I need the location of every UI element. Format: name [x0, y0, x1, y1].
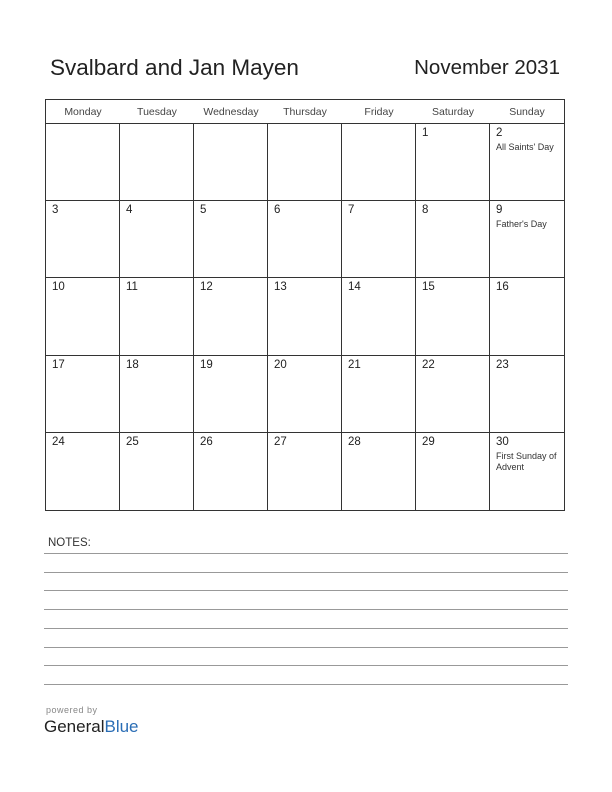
day-cell	[342, 201, 416, 278]
day-cell	[120, 201, 194, 278]
country-title: Svalbard and Jan Mayen	[50, 55, 299, 80]
month-year-title: November 2031	[414, 56, 560, 79]
note-line	[44, 647, 568, 648]
day-number: 25	[126, 435, 139, 448]
day-cell	[416, 278, 490, 355]
day-cell	[416, 124, 490, 201]
day-number: 16	[496, 281, 509, 294]
holiday-label: First Sunday of Advent	[496, 450, 557, 472]
note-line	[44, 684, 568, 685]
day-number: 21	[348, 358, 361, 371]
weekday-label: Monday	[64, 106, 102, 118]
day-number: 14	[348, 281, 361, 294]
day-number: 23	[496, 358, 509, 371]
day-cell	[268, 278, 342, 355]
day-number: 2	[496, 127, 503, 139]
weekday-label: Thursday	[283, 106, 327, 118]
weekday-label: Tuesday	[137, 106, 177, 118]
day-number: 3	[52, 204, 59, 217]
note-line	[44, 609, 568, 610]
brand-name-part2: Blue	[104, 717, 139, 736]
day-number: 8	[422, 204, 429, 217]
day-number: 22	[422, 358, 435, 371]
day-number: 5	[200, 204, 207, 217]
day-number: 28	[348, 435, 361, 448]
day-cell	[490, 201, 564, 278]
note-line	[44, 553, 568, 554]
calendar-grid	[45, 99, 565, 511]
calendar-body	[46, 124, 564, 510]
day-number: 26	[200, 435, 213, 448]
note-line	[44, 590, 568, 591]
day-number: 29	[422, 435, 435, 448]
brand-name-part1: General	[44, 717, 105, 736]
day-cell	[268, 433, 342, 510]
day-number: 30	[496, 435, 509, 448]
day-number: 9	[496, 204, 503, 217]
note-line	[44, 665, 568, 666]
day-cell	[46, 124, 120, 201]
day-number: 11	[126, 281, 138, 294]
day-cell	[342, 278, 416, 355]
day-number: 17	[52, 358, 65, 371]
day-cell	[342, 356, 416, 433]
day-number: 20	[274, 358, 287, 371]
day-cell	[490, 433, 564, 510]
day-number: 1	[422, 127, 429, 139]
note-line	[44, 628, 568, 629]
holiday-label: All Saints' Day	[496, 142, 554, 152]
day-number: 24	[52, 435, 65, 448]
day-number: 13	[274, 281, 287, 294]
day-cell	[342, 433, 416, 510]
weekday-label: Saturday	[431, 106, 475, 118]
weekday-header	[46, 100, 564, 124]
day-cell	[416, 201, 490, 278]
day-cell	[194, 201, 268, 278]
day-cell	[120, 278, 194, 355]
day-cell	[490, 124, 564, 201]
weekday-label: Sunday	[509, 106, 545, 118]
day-cell	[46, 278, 120, 355]
day-cell	[490, 278, 564, 355]
notes-label: NOTES:	[48, 537, 91, 549]
day-cell	[490, 356, 564, 433]
day-cell	[268, 201, 342, 278]
day-cell	[268, 124, 342, 201]
holiday-label: Father's Day	[496, 219, 547, 230]
weekday-label: Friday	[364, 106, 394, 118]
day-number: 15	[422, 281, 435, 294]
day-number: 19	[200, 358, 213, 371]
powered-by-text: powered by	[46, 705, 98, 715]
day-cell	[46, 201, 120, 278]
day-number: 12	[200, 281, 213, 294]
day-number: 7	[348, 204, 355, 217]
day-number: 10	[52, 281, 65, 294]
day-cell	[120, 124, 194, 201]
day-cell	[342, 124, 416, 201]
day-cell	[120, 433, 194, 510]
day-cell	[46, 433, 120, 510]
day-number: 18	[126, 358, 139, 371]
day-cell	[46, 356, 120, 433]
day-cell	[416, 433, 490, 510]
day-cell	[416, 356, 490, 433]
weekday-label: Wednesday	[203, 106, 259, 118]
day-cell	[194, 278, 268, 355]
day-cell	[194, 124, 268, 201]
day-cell	[194, 433, 268, 510]
day-cell	[194, 356, 268, 433]
day-cell	[120, 356, 194, 433]
brand-logo	[44, 717, 139, 737]
day-number: 4	[126, 204, 133, 217]
day-cell	[268, 356, 342, 433]
day-number: 27	[274, 435, 287, 448]
note-line	[44, 572, 568, 573]
day-number: 6	[274, 204, 281, 217]
